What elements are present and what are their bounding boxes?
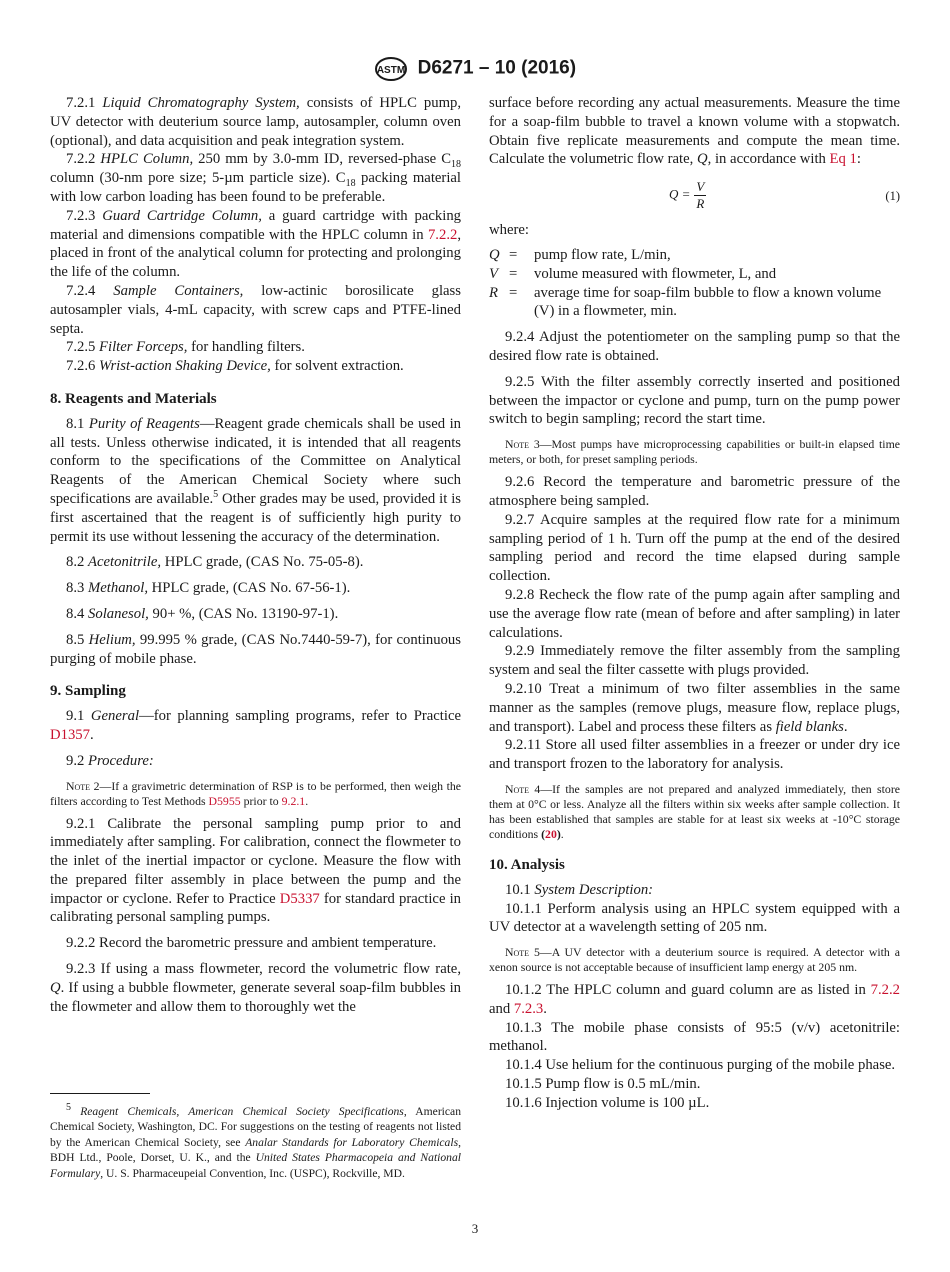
- text-run: 9.2.7 Acquire samples at the required flow rate for a minimum sampling period of 1 h. Turn off the pump at the end of the desired sampling period and record the time elapsed during sample collection.: [489, 511, 900, 585]
- cross-reference-link[interactable]: Eq 1: [829, 151, 857, 168]
- text-run: column (30-nm pore size; 5-µm particle size). C: [50, 170, 346, 187]
- paragraph: [50, 94, 461, 150]
- definition-row: [489, 246, 900, 265]
- italic-text: Sample Containers,: [113, 282, 244, 299]
- note-paragraph: [50, 779, 461, 809]
- italic-text: United States Pharmacopeia and National Formulary: [50, 1151, 461, 1180]
- footnote-text: [50, 1104, 461, 1181]
- paragraph: [50, 815, 461, 928]
- italic-text: General: [90, 708, 140, 725]
- footnote-rule: [50, 1093, 150, 1094]
- note-paragraph: [489, 782, 900, 842]
- page-header: [0, 56, 950, 82]
- italic-text: Liquid Chromatography System,: [102, 95, 300, 111]
- text-run: a guard cartridge with packing material and dimensions compatible with the HPLC column in: [50, 207, 462, 243]
- equation-numerator: V: [696, 179, 705, 195]
- variable-description: pump flow rate, L/min,: [534, 246, 671, 263]
- text-run: 8.2: [66, 554, 89, 571]
- text-run: 5—A UV detector with a deuterium source is required. A detector with a xenon source is not acceptable because of insufficient lamp energy at 205 nm.: [489, 945, 900, 975]
- paragraph: [489, 981, 900, 1019]
- variable-description: average time for soap-film bubble to flow a known volume (V) in a flowmeter, min.: [534, 284, 882, 320]
- page-number: 3: [471, 1221, 479, 1236]
- text-run: consists of HPLC pump, UV detector with deuterium source lamp, autosampler, column oven (optional), and data acquisition and peak integration system.: [50, 95, 462, 149]
- text-run: 7.2.4: [66, 282, 114, 299]
- paragraph: [489, 94, 900, 169]
- italic-text: Solanesol,: [88, 605, 149, 622]
- text-run: , American Chemical Society, Washington, DC. For suggestions on the testing of reagents not listed by the American Chemical Society, see: [50, 1105, 461, 1149]
- text-run: Note: [505, 945, 530, 960]
- text-run: 9.2.4 Adjust the potentiometer on the sampling pump so that the desired flow rate is obtained.: [489, 329, 900, 364]
- text-run: 99.995 % grade, (CAS No.7440-59-7), for continuous purging of mobile phase.: [50, 631, 461, 667]
- equals-sign: =: [509, 246, 518, 263]
- definition-row: [489, 265, 900, 284]
- paragraph: [50, 631, 461, 669]
- text-run: 10.1.1 Perform analysis using an HPLC system equipped with a UV detector at a wavelength setting of 205 nm.: [489, 900, 900, 936]
- text-run: 10.1.6 Injection volume is 100 µL.: [505, 1094, 710, 1111]
- italic-text: Wrist-action Shaking Device,: [99, 358, 271, 375]
- text-run: surface before recording any actual measurements. Measure the time for a soap-film bubble to travel a known volume with a stopwatch. Obtain five replicate measurements and compute the mean time. Calculate the volumetric flow rate,: [489, 95, 900, 168]
- text-run: 10.1.2 The HPLC column and guard column are as listed in: [505, 982, 871, 999]
- paragraph: [50, 150, 461, 206]
- text-run: Note: [505, 781, 530, 796]
- paragraph: [50, 605, 461, 624]
- equals-sign: =: [509, 284, 518, 301]
- italic-text: Acetonitrile,: [88, 554, 162, 571]
- text-run: 18: [345, 178, 356, 190]
- paragraph: [50, 357, 461, 376]
- where-label: where:: [489, 222, 529, 239]
- text-run: 2—If a gravimetric determination of RSP is to be performed, then weigh the filters according to Test Methods: [50, 778, 461, 808]
- paragraph: [50, 579, 461, 598]
- paragraph: [50, 282, 461, 338]
- variable-symbol: V: [489, 265, 498, 282]
- text-run: 250 mm by 3.0-mm ID, reversed-phase C: [193, 151, 451, 168]
- italic-text: Reagent Chemicals, American Chemical Society Specifications: [80, 1105, 404, 1118]
- section-heading: 10. Analysis: [489, 856, 565, 873]
- text-run: 8.1: [66, 415, 89, 432]
- text-run: Other grades may be used, provided it is first ascertained that the reagent is of sufficiently high purity to permit its use without lessening the accuracy of the determination.: [50, 490, 462, 545]
- text-run: .: [305, 793, 309, 808]
- equation-denominator: R: [696, 196, 705, 212]
- text-run: 7.2.3: [66, 207, 103, 224]
- italic-text: Methanol,: [88, 580, 148, 597]
- text-run: Note: [505, 437, 530, 452]
- paragraph: [489, 642, 900, 680]
- italic-text: System Description:: [534, 881, 654, 898]
- text-run: 9.2.2 Record the barometric pressure and ambient temperature.: [66, 935, 437, 952]
- text-run: 10.1.3 The mobile phase consists of 95:5 (v/v) acetonitrile: methanol.: [489, 1019, 900, 1055]
- italic-text: field blanks: [775, 718, 844, 735]
- text-run: 7.2.5: [66, 339, 100, 356]
- italic-text: Filter Forceps,: [99, 339, 188, 356]
- paragraph: [50, 707, 461, 745]
- paragraph: [489, 900, 900, 938]
- variable-description: volume measured with flowmeter, L, and: [534, 265, 777, 282]
- equation-lhs: Q =: [669, 186, 691, 202]
- cross-reference-link[interactable]: 20: [545, 826, 557, 841]
- text-run: 9.2.11 Store all used filter assemblies in a freezer or under dry ice and transport frozen to the laboratory for analysis.: [489, 737, 900, 773]
- footnote: [50, 1104, 461, 1181]
- section-heading: 8. Reagents and Materials: [50, 390, 217, 407]
- italic-text: Guard Cartridge Column,: [102, 207, 262, 224]
- note-paragraph: [489, 437, 900, 467]
- text-run: 10.1.4 Use helium for the continuous purging of the mobile phase.: [505, 1057, 896, 1074]
- text-run: , BDH Ltd., Poole, Dorset, U. K., and the: [50, 1135, 461, 1165]
- italic-text: Q: [50, 979, 61, 996]
- cross-reference-link[interactable]: 7.2.2: [427, 226, 458, 243]
- text-run: 10.1.5 Pump flow is 0.5 mL/min.: [505, 1076, 701, 1093]
- text-run: for standard practice in calibrating personal sampling pumps.: [50, 890, 462, 926]
- paragraph: [489, 1056, 900, 1075]
- italic-text: Procedure:: [88, 752, 154, 769]
- text-run: 4—If the samples are not prepared and analyzed immediately, then store them at 0°C or less. Analyze all the filters within six weeks after sample collection. It has been established that samples are stable for at least six weeks at -10°C storage conditions: [489, 781, 900, 841]
- text-run: [71, 1105, 80, 1118]
- variable-symbol: Q: [489, 246, 500, 263]
- text-run: 9.2.5 With the filter assembly correctly inserted and positioned between the impactor or cyclone and pump, turn on the pump power switch to begin sampling; record the start time.: [489, 373, 900, 428]
- equation-1: [489, 173, 900, 217]
- text-run: for handling filters.: [187, 339, 305, 356]
- paragraph: [50, 338, 461, 357]
- paragraph: [489, 373, 900, 429]
- text-run: 5: [213, 489, 219, 501]
- cross-reference-link[interactable]: D5955: [208, 793, 241, 808]
- paragraph: [50, 934, 461, 953]
- italic-text: Analar Standards for Laboratory Chemicals: [245, 1135, 459, 1149]
- left-column: [50, 94, 461, 1016]
- text-run: prior to: [240, 793, 282, 808]
- text-run: and: [489, 1000, 514, 1017]
- text-run: HPLC grade, (CAS No. 67-56-1).: [148, 580, 351, 597]
- cross-reference-link[interactable]: 7.2.2: [870, 982, 900, 999]
- text-run: 18: [451, 159, 461, 171]
- paragraph: [489, 1075, 900, 1094]
- paragraph: [489, 881, 900, 900]
- text-run: 9.1: [66, 708, 91, 725]
- italic-text: Helium,: [88, 631, 136, 648]
- text-run: ): [556, 826, 561, 841]
- text-run: 5: [66, 1102, 71, 1114]
- text-run: .: [89, 726, 94, 743]
- cross-reference-link[interactable]: 9.2.1: [281, 793, 306, 808]
- section-heading: 9. Sampling: [50, 683, 126, 700]
- astm-logo-icon: [374, 56, 408, 82]
- text-run: . If using a bubble flowmeter, generate several soap-film bubbles in the flowmeter and allow them to thoroughly wet the: [50, 979, 461, 1015]
- text-run: 7.2.1: [66, 95, 103, 111]
- text-run: 9.2.6 Record the temperature and barometric pressure of the atmosphere being sampled.: [489, 474, 900, 509]
- text-run: 9.2.1 Calibrate the personal sampling pump prior to and immediately after sampling. For calibration, connect the flowmeter to the inlet of the inertial impactor or cyclone. Measure the flow with the prepared filter assembly in place between the pump and the impactor or cyclone. Refer to Practice: [50, 815, 461, 907]
- text-run: 9.2.9 Immediately remove the filter assembly from the sampling system and seal the filter cassette with plugs provided.: [489, 643, 900, 679]
- text-run: 3—Most pumps have microprocessing capabilities or built-in elapsed time meters, or both, for preset sampling periods.: [489, 437, 900, 467]
- text-run: .: [543, 1000, 547, 1017]
- text-run: , U. S. Pharmaceupeial Convention, Inc. (USPC), Rockville, MD.: [100, 1166, 405, 1180]
- text-run: —for planning sampling programs, refer to Practice: [139, 708, 461, 725]
- text-run: 90+ %, (CAS No. 13190-97-1).: [148, 605, 339, 622]
- text-run: 9.2.10 Treat a minimum of two filter assemblies in the same manner as the samples (remove plugs, measure flow, replace plugs, and transport). Label and process these filters as: [489, 680, 900, 735]
- equation-number: (1): [885, 189, 900, 204]
- equals-sign: =: [509, 265, 518, 282]
- text-run: , in accordance with: [707, 151, 830, 168]
- cross-reference-link[interactable]: D5337: [279, 890, 320, 907]
- text-run: Note: [66, 778, 91, 793]
- cross-reference-link[interactable]: 7.2.3: [513, 1000, 544, 1017]
- text-run: 8.4: [66, 605, 89, 622]
- paragraph: [50, 960, 461, 1016]
- paragraph: [489, 1019, 900, 1057]
- text-run: :: [856, 151, 861, 168]
- document-designation: D6271 – 10 (2016): [417, 57, 577, 79]
- variable-symbol: R: [489, 284, 498, 301]
- paragraph: [489, 328, 900, 366]
- text-run: —Reagent grade chemicals shall be used in all tests. Unless otherwise indicated, it is intended that all reagents conform to the specifications of the Committee on Analytical Reagents of the American Chemical Society where such specifications are available.: [50, 415, 461, 507]
- text-run: , placed in front of the analytical column for protecting and prolonging the life of the column.: [50, 226, 461, 281]
- paragraph: [50, 207, 461, 282]
- text-run: 9.2: [66, 752, 89, 769]
- paragraph: [489, 736, 900, 774]
- text-run: (: [541, 826, 546, 841]
- paragraph: [50, 415, 461, 547]
- paragraph: [489, 1094, 900, 1113]
- text-run: packing material with low carbon loading has been found to be preferable.: [50, 170, 462, 205]
- text-run: .: [843, 718, 848, 735]
- text-run: for solvent extraction.: [270, 358, 404, 375]
- text-run: HPLC grade, (CAS No. 75-05-8).: [161, 554, 364, 571]
- right-column: [489, 94, 900, 1113]
- text-run: 8.5: [66, 631, 89, 648]
- paragraph: [50, 752, 461, 771]
- cross-reference-link[interactable]: D1357: [50, 726, 90, 743]
- definition-row: [489, 284, 900, 322]
- svg-text:ASTM: ASTM: [376, 65, 406, 76]
- italic-text: HPLC Column,: [100, 151, 194, 168]
- text-run: low-actinic borosilicate glass autosampler vials, 4-mL capacity, with screw caps and PTFE-lined septa.: [50, 282, 461, 337]
- text-run: .: [560, 826, 564, 841]
- text-run: 9.2.8 Recheck the flow rate of the pump again after sampling and use the average flow rate (mean of before and after sampling) in later calculations.: [489, 586, 900, 641]
- paragraph: [50, 553, 461, 572]
- text-run: 9.2.3 If using a mass flowmeter, record the volumetric flow rate,: [66, 961, 461, 978]
- text-run: 8.3: [66, 580, 89, 597]
- italic-text: Purity of Reagents: [88, 415, 200, 432]
- variable-definitions: [489, 246, 900, 321]
- paragraph: [489, 473, 900, 511]
- text-run: 7.2.6: [66, 358, 100, 375]
- note-paragraph: [489, 945, 900, 975]
- paragraph: [489, 511, 900, 586]
- paragraph: [489, 680, 900, 736]
- text-run: 7.2.2: [66, 151, 101, 168]
- italic-text: Q: [697, 151, 708, 168]
- text-run: 10.1: [505, 881, 535, 898]
- paragraph: [489, 586, 900, 642]
